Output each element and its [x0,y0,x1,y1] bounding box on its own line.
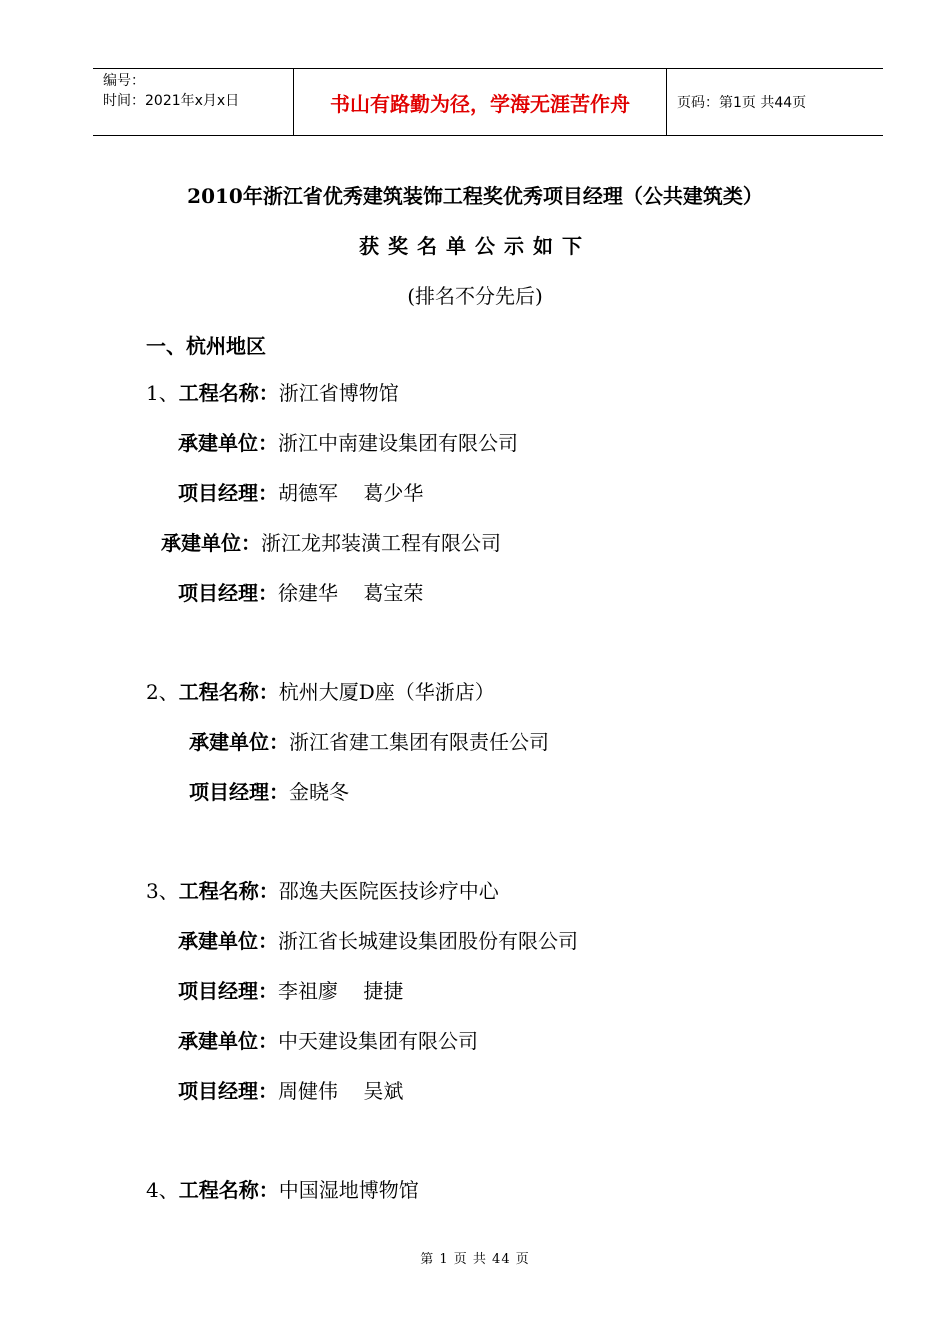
entry-manager: 项目经理：胡德军 葛少华 [178,481,424,505]
header-page-cell [667,69,883,135]
entry-project-1: 1、工程名称：浙江省博物馆 [146,381,399,405]
header-meta-cell [93,69,294,135]
entry-manager: 项目经理：周健伟 吴斌 [178,1079,404,1103]
header-table [93,68,883,136]
entry-manager: 项目经理：李祖廖 捷捷 [178,979,404,1003]
entry-project-4: 4、工程名称：中国湿地博物馆 [146,1178,419,1202]
motto: 书山有路勤为径，学海无涯苦作舟 [330,91,630,116]
entry-manager: 项目经理：徐建华 葛宝荣 [178,581,424,605]
number-label: 编号： [103,73,145,89]
entry-contractor: 承建单位：浙江中南建设集团有限公司 [178,431,518,455]
entry-contractor: 承建单位：浙江省长城建设集团股份有限公司 [178,929,578,953]
time-label: 时间：2021年x月x日 [103,93,240,109]
entry-contractor: 承建单位：浙江龙邦装潢工程有限公司 [161,531,501,555]
document-title: 2010年浙江省优秀建筑装饰工程奖优秀项目经理（公共建筑类） [187,184,763,208]
document-subtitle: 获奖名单公示如下 [359,234,591,258]
entry-manager: 项目经理：金晓冬 [189,780,349,804]
section-heading: 一、杭州地区 [146,334,266,358]
ranking-note: (排名不分先后) [407,284,543,308]
entry-project-2: 2、工程名称：杭州大厦D座（华浙店） [146,680,495,704]
entry-project-3: 3、工程名称：邵逸夫医院医技诊疗中心 [146,879,499,903]
page-footer: 第 1 页 共 44 页 [420,1252,530,1267]
header-motto-cell [294,69,667,135]
entry-contractor: 承建单位：浙江省建工集团有限责任公司 [189,730,549,754]
page-info: 页码：第1页 共44页 [677,95,807,111]
entry-contractor: 承建单位：中天建设集团有限公司 [178,1029,478,1053]
